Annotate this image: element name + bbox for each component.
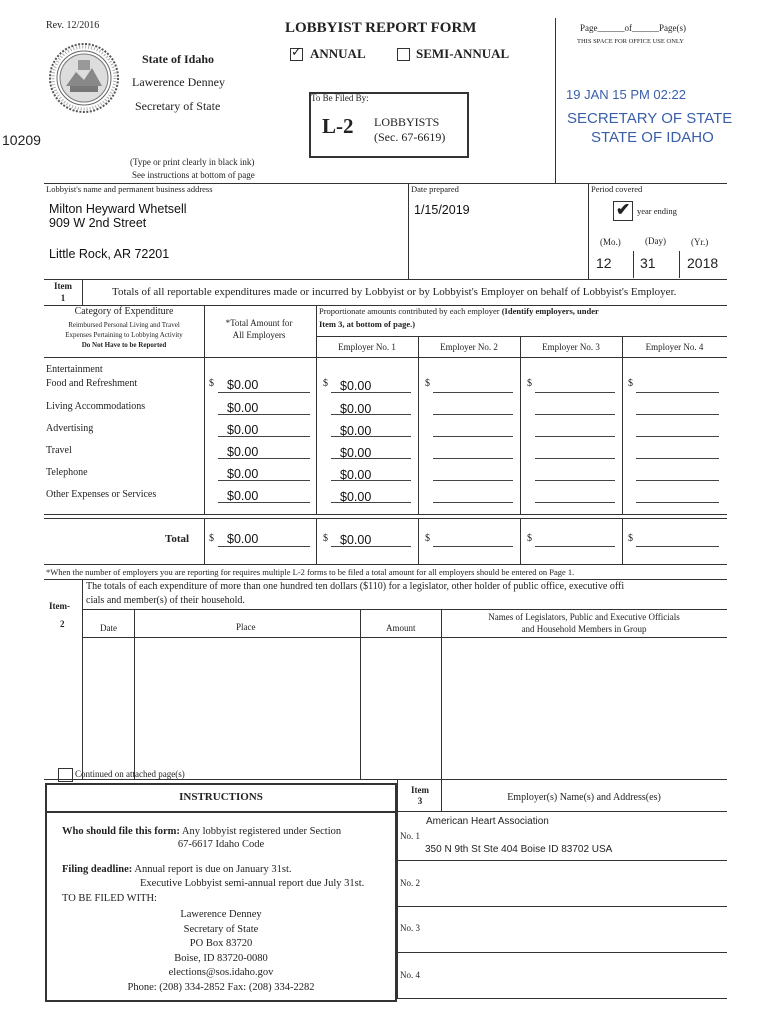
row-label-advertising: Advertising [46, 423, 94, 434]
total-label: Total [165, 533, 190, 545]
check-icon: ✓ [291, 44, 302, 59]
field-underline [331, 502, 411, 503]
row-label-telephone: Telephone [46, 467, 88, 478]
divider [397, 860, 727, 861]
form-type: LOBBYISTS [374, 115, 440, 129]
proportionate-header-text: Proportionate amounts contributed by each employer [319, 306, 500, 316]
other-employer1-field[interactable]: $0.00 [340, 490, 372, 504]
field-underline [433, 392, 513, 393]
year-ending-label: year ending [637, 206, 677, 216]
month-label: (Mo.) [600, 237, 621, 247]
col-place: Place [236, 622, 256, 632]
dollar-sign: $ [425, 533, 430, 544]
dollar-sign: $ [323, 378, 328, 389]
lobbyist-name[interactable]: Milton Heyward Whetsell [49, 202, 187, 216]
field-underline [636, 436, 719, 437]
total-header1: *Total Amount for [225, 318, 293, 328]
who-files-text2: 67-6617 Idaho Code [177, 839, 265, 850]
email-link[interactable]: elections@sos.idaho.gov [168, 967, 274, 978]
proportionate-header-bold: (Identify employers, under [501, 306, 599, 316]
entertainment-label: Entertainment [46, 364, 103, 375]
item2-description1: The totals of each expenditure of more than one hundred ten dollars ($110) for a legislator, other holder of public office, executive offi [86, 581, 625, 592]
secretary-name: Lawerence Denney [132, 75, 225, 89]
field-underline [535, 480, 615, 481]
office-use-label: THIS SPACE FOR OFFICE USE ONLY [577, 38, 684, 45]
field-underline [218, 480, 310, 481]
divider [418, 518, 419, 564]
divider [397, 952, 727, 953]
office-divider [555, 18, 556, 183]
period-year[interactable]: 2018 [687, 255, 719, 271]
form-title: LOBBYIST REPORT FORM [285, 20, 477, 36]
divider [82, 637, 727, 638]
col-names1: Names of Legislators, Public and Executive Officials [488, 612, 680, 622]
category-note3: Do Not Have to be Reported [81, 341, 167, 349]
year-label: (Yr.) [691, 237, 709, 247]
employer1-name-field[interactable]: American Heart Association [426, 816, 549, 827]
dollar-sign: $ [527, 533, 532, 544]
divider [633, 251, 634, 278]
item3-header: Employer(s) Name(s) and Address(es) [507, 792, 661, 803]
dollar-sign: $ [628, 533, 633, 544]
address-line: Lawerence Denney [180, 909, 262, 920]
telephone-employer1-field[interactable]: $0.00 [340, 468, 372, 482]
advertising-total-field[interactable]: $0.00 [227, 423, 259, 437]
item1-title: Totals of all reportable expenditures made or incurred by Lobbyist or by Lobbyist's Employer on behalf of Lobbyist's Employer. [112, 286, 677, 298]
dollar-sign: $ [527, 378, 532, 389]
divider [360, 609, 361, 779]
divider [520, 336, 521, 514]
employer-no4-label: No. 4 [400, 970, 420, 980]
divider [44, 357, 727, 358]
dollar-sign: $ [209, 378, 214, 389]
grand-total-employer1-field[interactable]: $0.00 [340, 533, 372, 547]
item3-word: Item [411, 785, 429, 795]
period-day[interactable]: 31 [640, 255, 656, 271]
item2-description2: cials and member(s) of their household. [86, 595, 245, 606]
employer-no3-label: No. 3 [400, 923, 420, 933]
address-line: Secretary of State [183, 923, 259, 935]
item1-number: 1 [60, 293, 66, 303]
food-employer1-field[interactable]: $0.00 [340, 379, 372, 393]
lobbyist-street[interactable]: 909 W 2nd Street [49, 216, 147, 230]
divider [636, 546, 719, 547]
dollar-sign: $ [425, 378, 430, 389]
employer-no2-label: No. 2 [400, 878, 420, 888]
category-note1: Reimbursed Personal Living and Travel [68, 321, 180, 329]
field-underline [218, 392, 310, 393]
field-underline [331, 480, 411, 481]
field-underline [535, 458, 615, 459]
address-line: Boise, ID 83720-0080 [174, 952, 268, 964]
field-underline [433, 414, 513, 415]
filing-deadline-text: Annual report is due on January 31st. [134, 864, 292, 875]
category-note2: Expenses Pertaining to Lobbying Activity [65, 331, 183, 339]
other-total-field[interactable]: $0.00 [227, 489, 259, 503]
divider [408, 183, 409, 279]
field-underline [535, 414, 615, 415]
travel-total-field[interactable]: $0.00 [227, 445, 259, 459]
filing-deadline-text2: Executive Lobbyist semi-annual report due July 31st. [140, 878, 365, 889]
divider [397, 998, 727, 999]
divider [44, 514, 727, 515]
page-count-label: Page______of______Page(s) [580, 23, 686, 33]
employer-no1-label: No. 1 [400, 831, 420, 841]
field-underline [636, 392, 719, 393]
who-files [62, 826, 341, 837]
document-number: 10209 [2, 132, 41, 148]
divider [535, 546, 615, 547]
field-underline [535, 436, 615, 437]
category-header: Category of Expenditure [74, 306, 174, 317]
who-files-label: Who should file this form: [62, 826, 180, 837]
divider [134, 609, 135, 779]
field-underline [331, 392, 411, 393]
divider [397, 811, 727, 812]
year-ending-checkbox[interactable] [613, 201, 633, 221]
divider [520, 518, 521, 564]
date-prepared-field[interactable]: 1/15/2019 [414, 203, 470, 217]
row-label-other: Other Expenses or Services [46, 489, 157, 500]
field-underline [331, 414, 411, 415]
ink-note: (Type or print clearly in black ink) [130, 157, 255, 167]
item3-number: 3 [417, 796, 423, 806]
divider [82, 279, 83, 305]
period-month[interactable]: 12 [596, 255, 612, 271]
food-total-field[interactable]: $0.00 [227, 378, 259, 392]
lobbyist-city[interactable]: Little Rock, AR 72201 [49, 247, 170, 261]
footnote: *When the number of employers you are reporting for requires multiple L-2 forms to be filed a total amount for all employers should be entered on Page 1. [46, 567, 575, 577]
divider [622, 518, 623, 564]
phone-fax: Phone: (208) 334-2852 Fax: (208) 334-2282 [127, 981, 315, 993]
check-icon: ✔ [616, 200, 631, 219]
filing-deadline-label: Filing deadline: [62, 864, 133, 875]
grand-total-field[interactable]: $0.00 [227, 532, 259, 546]
lobbyist-label: Lobbyist's name and permanent business address [46, 184, 213, 194]
address-line: PO Box 83720 [189, 938, 253, 949]
form-code: L-2 [322, 114, 354, 138]
advertising-employer1-field[interactable]: $0.00 [340, 424, 372, 438]
item3-label [400, 785, 440, 807]
proportionate-header2: Item 3, at bottom of page.) [319, 319, 416, 329]
employer1-address-field[interactable]: 350 N 9th St Ste 404 Boise ID 83702 USA [425, 844, 613, 855]
field-underline [433, 458, 513, 459]
divider [44, 564, 727, 565]
employer-col-2: Employer No. 2 [440, 342, 498, 352]
row-label-living: Living Accommodations [46, 401, 146, 412]
filing-address [47, 908, 395, 995]
received-stamp-line2: STATE OF IDAHO [591, 129, 714, 146]
period-covered-label: Period covered [591, 184, 643, 194]
form-section: (Sec. 67-6619) [374, 130, 446, 144]
divider [47, 811, 395, 813]
col-date: Date [100, 623, 117, 633]
received-stamp-line1: SECRETARY OF STATE [567, 110, 733, 127]
field-underline [218, 414, 310, 415]
field-underline [636, 480, 719, 481]
telephone-total-field[interactable]: $0.00 [227, 467, 259, 481]
item2-word: Item- [49, 601, 70, 611]
field-underline [218, 436, 310, 437]
divider [418, 336, 419, 514]
field-underline [218, 458, 310, 459]
state-name: State of Idaho [142, 52, 215, 66]
continued-label: Continued on attached page(s) [75, 769, 185, 779]
divider [588, 183, 589, 279]
total-header2: All Employers [232, 330, 286, 340]
row-label-travel: Travel [46, 445, 72, 456]
dollar-sign: $ [323, 533, 328, 544]
living-employer1-field[interactable]: $0.00 [340, 402, 372, 416]
field-underline [636, 458, 719, 459]
dollar-sign: $ [628, 378, 633, 389]
who-files-text: Any lobbyist registered under Section [181, 826, 342, 837]
field-underline [433, 502, 513, 503]
field-underline [535, 392, 615, 393]
divider [44, 279, 727, 280]
item1-word: Item [54, 281, 72, 291]
field-underline [433, 480, 513, 481]
divider [218, 546, 310, 547]
divider [44, 518, 727, 519]
divider [316, 518, 317, 564]
employer-col-1: Employer No. 1 [338, 342, 396, 352]
item1-label [44, 280, 82, 304]
field-underline [636, 414, 719, 415]
divider [44, 579, 727, 580]
field-underline [331, 436, 411, 437]
date-prepared-label: Date prepared [411, 184, 459, 194]
dollar-sign: $ [209, 533, 214, 544]
instructions-note: See instructions at bottom of page [132, 170, 255, 180]
secretary-title: Secretary of State [135, 99, 221, 113]
proportionate-header [319, 306, 599, 316]
employer-col-4: Employer No. 4 [645, 342, 704, 352]
divider [316, 336, 727, 337]
divider [397, 906, 727, 907]
divider [433, 546, 513, 547]
col-amount: Amount [386, 623, 416, 633]
employer-col-3: Employer No. 3 [542, 342, 600, 352]
field-underline [218, 502, 310, 503]
divider [82, 609, 727, 610]
field-underline [636, 502, 719, 503]
filing-deadline [62, 864, 292, 875]
divider [397, 779, 398, 999]
travel-employer1-field[interactable]: $0.00 [340, 446, 372, 460]
col-names2: and Household Members in Group [521, 624, 647, 634]
row-label-food: Food and Refreshment [46, 378, 138, 389]
divider [204, 518, 205, 564]
field-underline [433, 436, 513, 437]
field-underline [535, 502, 615, 503]
filed-by-label: To Be Filed By: [311, 93, 369, 103]
annual-checkbox[interactable] [290, 44, 303, 61]
semi-annual-checkbox[interactable] [397, 48, 410, 61]
divider [679, 251, 680, 278]
day-label: (Day) [645, 236, 666, 246]
divider [441, 609, 442, 779]
idaho-state-seal-icon [48, 42, 120, 114]
divider [622, 336, 623, 514]
instructions-title: INSTRUCTIONS [179, 791, 263, 803]
living-total-field[interactable]: $0.00 [227, 401, 259, 415]
revision-label: Rev. 12/2016 [46, 20, 100, 31]
divider [331, 546, 411, 547]
field-underline [331, 458, 411, 459]
file-with-label: TO BE FILED WITH: [62, 893, 157, 904]
item2-number: 2 [60, 619, 65, 629]
received-stamp-date: 19 JAN 15 PM 02:22 [566, 87, 686, 102]
divider [44, 779, 727, 780]
annual-label: ANNUAL [310, 46, 366, 61]
semi-annual-label: SEMI-ANNUAL [416, 46, 510, 61]
